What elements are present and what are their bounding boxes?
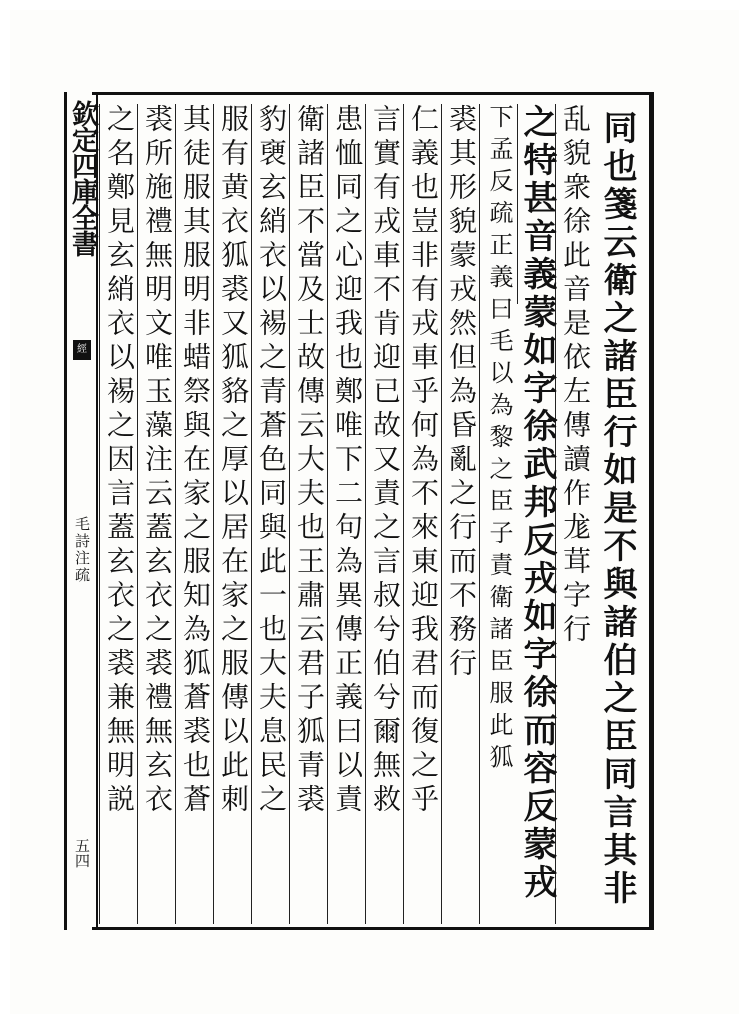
text-column: [517, 104, 557, 902]
column-text: 仁義也豈非有戎車乎何為不來東迎我君而復之乎: [407, 104, 440, 818]
column-text: 患恤同之心迎我也鄭唯下二句為異傳正義曰以責: [331, 104, 364, 818]
column-text: 衛諸臣不當及士故傳云大夫也王肅云君子狐青裘: [293, 104, 326, 818]
column-text: 服有黄衣狐裘又狐貉之厚以居在家之服傳以此刺: [217, 104, 250, 818]
column-text: 裘所施禮無明文唯玉藻注云蓋玄衣之裘禮無玄衣: [141, 104, 174, 818]
text-column: [327, 104, 366, 924]
text-column: [365, 104, 404, 924]
column-text: 豹褏玄綃衣以裼之青蒼色同與此一也大夫息民之: [255, 104, 288, 818]
column-lead: 下孟反疏: [485, 104, 513, 232]
column-text: 之名鄭見玄綃衣以裼之因言蓋玄衣之裘兼無明説: [103, 104, 136, 818]
text-column: [441, 104, 480, 924]
text-column: [555, 104, 594, 924]
page-number: 五四: [73, 838, 91, 868]
column-text: 其徒服其服明非蜡祭與在家之服知為狐蒼裘也蒼: [179, 104, 212, 818]
volume-title: 毛詩注疏: [73, 516, 91, 584]
text-column: [137, 104, 176, 924]
text-column: [175, 104, 214, 924]
column-text: 同也箋云衛之諸臣行如是不與諸伯之臣同言其非: [597, 110, 637, 908]
column-lead: 之特甚音義蒙如字徐武邦反戎如字徐而容反蒙戎: [517, 104, 557, 902]
text-column: [99, 104, 138, 924]
column-text: 乱貌衆徐此音是依左傳讀作尨茸字行: [559, 104, 592, 648]
text-column: [213, 104, 252, 924]
text-column: [289, 104, 328, 924]
column-text: 正義曰毛以為黎之臣子責衛諸臣服此狐: [485, 232, 513, 776]
text-column: [598, 110, 636, 930]
book-title: 欽定四庫全書: [67, 100, 98, 256]
text-column: [251, 104, 290, 924]
text-column: [403, 104, 442, 924]
column-text: 裘其形貌蒙戎然但為昏亂之行而不務行: [445, 104, 478, 682]
section-mark: 經: [73, 340, 91, 360]
column-text: 言實有戎車不肯迎已故又責之言叔兮伯兮爾無救: [369, 104, 402, 818]
text-column: [479, 104, 518, 924]
